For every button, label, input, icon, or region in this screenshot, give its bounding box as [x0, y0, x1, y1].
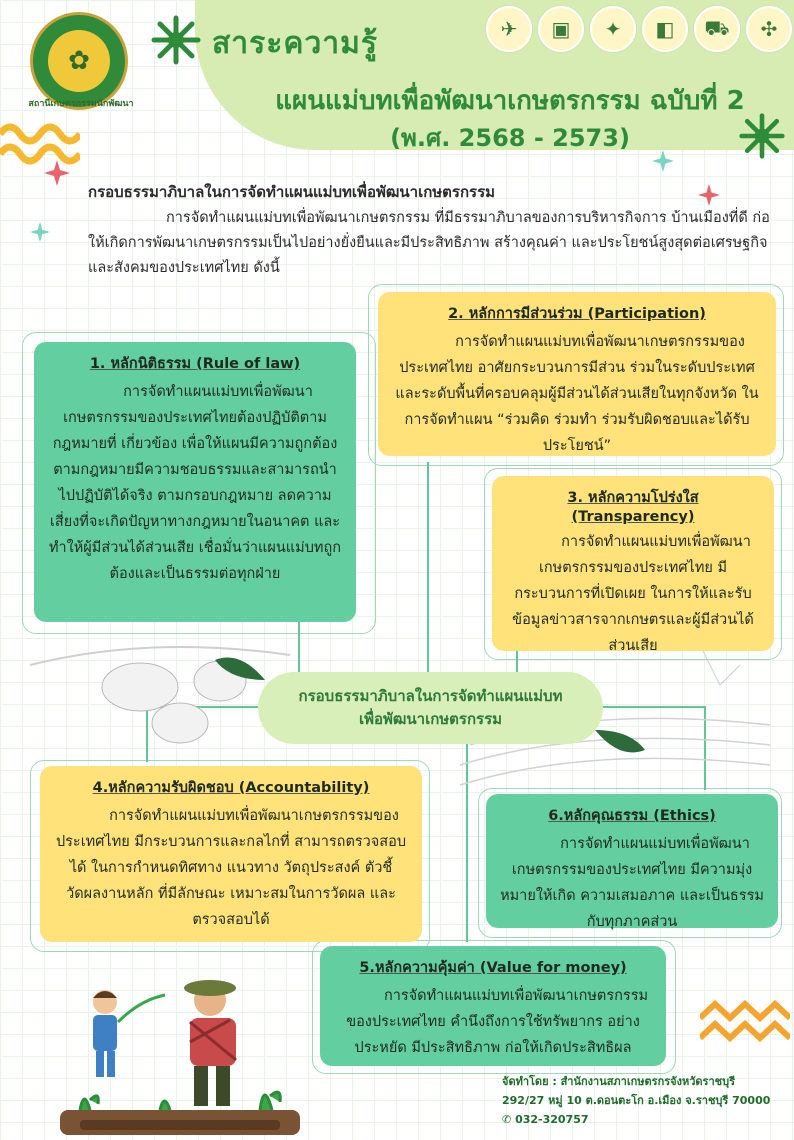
tag-title: สาระความรู้ [212, 26, 379, 61]
drone-icon: ✈ [486, 6, 532, 52]
principle-card-value-for-money [320, 946, 666, 1066]
center-label-line1: กรอบธรรมาภิบาลในการจัดทำแผนแม่บท [298, 687, 563, 705]
principle-title: 4.หลักความรับผิดชอบ (Accountability) [92, 780, 370, 796]
sparkle-icon [698, 182, 720, 208]
tractor-icon: ⛟ [694, 6, 740, 52]
principle-title: 1. หลักนิติธรรม (Rule of law) [89, 356, 301, 372]
logo-caption: สถานีเกษตรกรรมนักพัฒนา [28, 99, 134, 109]
principle-card-rule-of-law [34, 342, 356, 622]
principle-card-transparency [492, 476, 774, 654]
sparkle-icon [30, 222, 50, 242]
intro-text: การจัดทำแผนแม่บทเพื่อพัฒนาเกษตรกรรม ที่มีธรรมาภิบาลของการบริหารกิจการ บ้านเมืองที่ดี ก่อให้เกิดการพัฒนาเกษตรกรรมเป็นไปอย่างยั่งยืนและมีประสิทธิภาพ สร้างคุณค่า และประโยชน์สูงสุดต่อเศรษฐกิจและสังคมของประเทศไทย ดังนี้ [88, 210, 770, 276]
footer-organization: จัดทำโดย : สำนักงานสภาเกษตรกรจังหวัดราชบุรี [502, 1075, 735, 1088]
farmers-illustration [60, 960, 300, 1135]
principle-card-ethics [486, 794, 778, 928]
footer-phone-row [502, 1110, 792, 1129]
page-title: แผนแม่บทเพื่อพัฒนาเกษตรกรรม ฉบับที่ 2 [275, 86, 745, 116]
center-label-line2: เพื่อพัฒนาเกษตรกรรม [358, 710, 503, 728]
principle-title: 5.หลักความคุ้มค่า (Value for money) [359, 960, 627, 976]
phone-icon: ✆ [502, 1113, 512, 1126]
principle-body: การจัดทำแผนแม่บทเพื่อพัฒนาเกษตรกรรมของประเทศไทยต้องปฏิบัติตามกฎหมายที่ เกี่ยวข้อง เพื่อให้แผนมีความถูกต้องตามกฎหมายมีความชอบธรรมและสามารถนำไปปฏิบัติได้จริง ตามกรอบกฎหมาย ลดความเสี่ยงที่จะเกิดปัญหาทางกฎหมายในอนาคต และทำให้ผู้มีส่วนได้ส่วนเสีย เชื่อมั่นว่าแผนแม่บทถูกต้องและเป็นธรรมต่อทุกฝ่าย [48, 384, 342, 582]
zigzag-decoration [0, 120, 80, 180]
satellite-icon: ✦ [590, 6, 636, 52]
chart-monitor-icon: ▣ [538, 6, 584, 52]
footer-contact [502, 1072, 792, 1129]
principle-body: การจัดทำแผนแม่บทเพื่อพัฒนาเกษตรกรรมของประเทศไทย อาศัยกระบวนการมีส่วน ร่วมในระดับประเทศ และระดับพื้นที่ครอบคลุมผู้มีส่วนได้ส่วนเสียในทุกจังหวัด ในการจัดทำแผน “ร่วมคิด ร่วมทำ ร่วมรับผิดชอบและได้รับประโยชน์” [395, 334, 759, 454]
drone-spray-icon: ✣ [746, 6, 792, 52]
principle-card-accountability [40, 766, 422, 942]
intro-heading: กรอบธรรมาภิบาลในการจัดทำแผนแม่บทเพื่อพัฒนาเกษตรกรรม [88, 183, 496, 201]
principle-body: การจัดทำแผนแม่บทเพื่อพัฒนาเกษตรกรรมของประเทศไทย คำนึงถึงการใช้ทรัพยากร อย่างประหยัด มีประสิทธิภาพ ก่อให้เกิดประสิทธิผล [346, 988, 649, 1056]
starburst-icon [150, 14, 202, 66]
principle-card-participation [378, 292, 776, 456]
principle-body: การจัดทำแผนแม่บทเพื่อพัฒนาเกษตรกรรมของประเทศไทย มีกระบวนการและกลไกที่ สามารถตรวจสอบได้ ในการกำหนดทิศทาง แนวทาง วัตถุประสงค์ ตัวชี้วัดผลงานหลัก ที่มีลักษณะ เหมาะสมในการวัดผล และตรวจสอบได้ [55, 808, 407, 928]
page-subtitle: (พ.ศ. 2568 - 2573) [390, 124, 630, 152]
principle-title: 3. หลักความโปร่งใส (Transparency) [567, 490, 699, 525]
leaf-icon [210, 650, 270, 690]
harvester-icon: ◧ [642, 6, 688, 52]
footer-address: 292/27 หมู่ 10 ต.ดอนตะโก อ.เมือง จ.ราชบุรี 70000 [502, 1094, 771, 1107]
principle-title: 2. หลักการมีส่วนร่วม (Participation) [448, 306, 706, 322]
principle-title: 6.หลักคุณธรรม (Ethics) [548, 808, 716, 824]
principle-body: การจัดทำแผนแม่บทเพื่อพัฒนาเกษตรกรรมของประเทศไทย มีความมุ่งหมายให้เกิด ความเสมอภาค และเป็นธรรมกับทุกภาคส่วน [500, 836, 764, 930]
zigzag-decoration [700, 1000, 790, 1060]
footer-phone: 032-320757 [515, 1113, 589, 1126]
principle-body: การจัดทำแผนแม่บทเพื่อพัฒนาเกษตรกรรมของประเทศไทย มีกระบวนการที่เปิดเผย ในการให้และรับข้อมูลข่าวสารจากเกษตรและผู้มีส่วนได้ส่วนเสีย [512, 534, 754, 654]
center-framework-label [258, 672, 603, 744]
leaf-icon [590, 720, 650, 760]
logo-emblem-icon: ✿ [48, 30, 110, 92]
